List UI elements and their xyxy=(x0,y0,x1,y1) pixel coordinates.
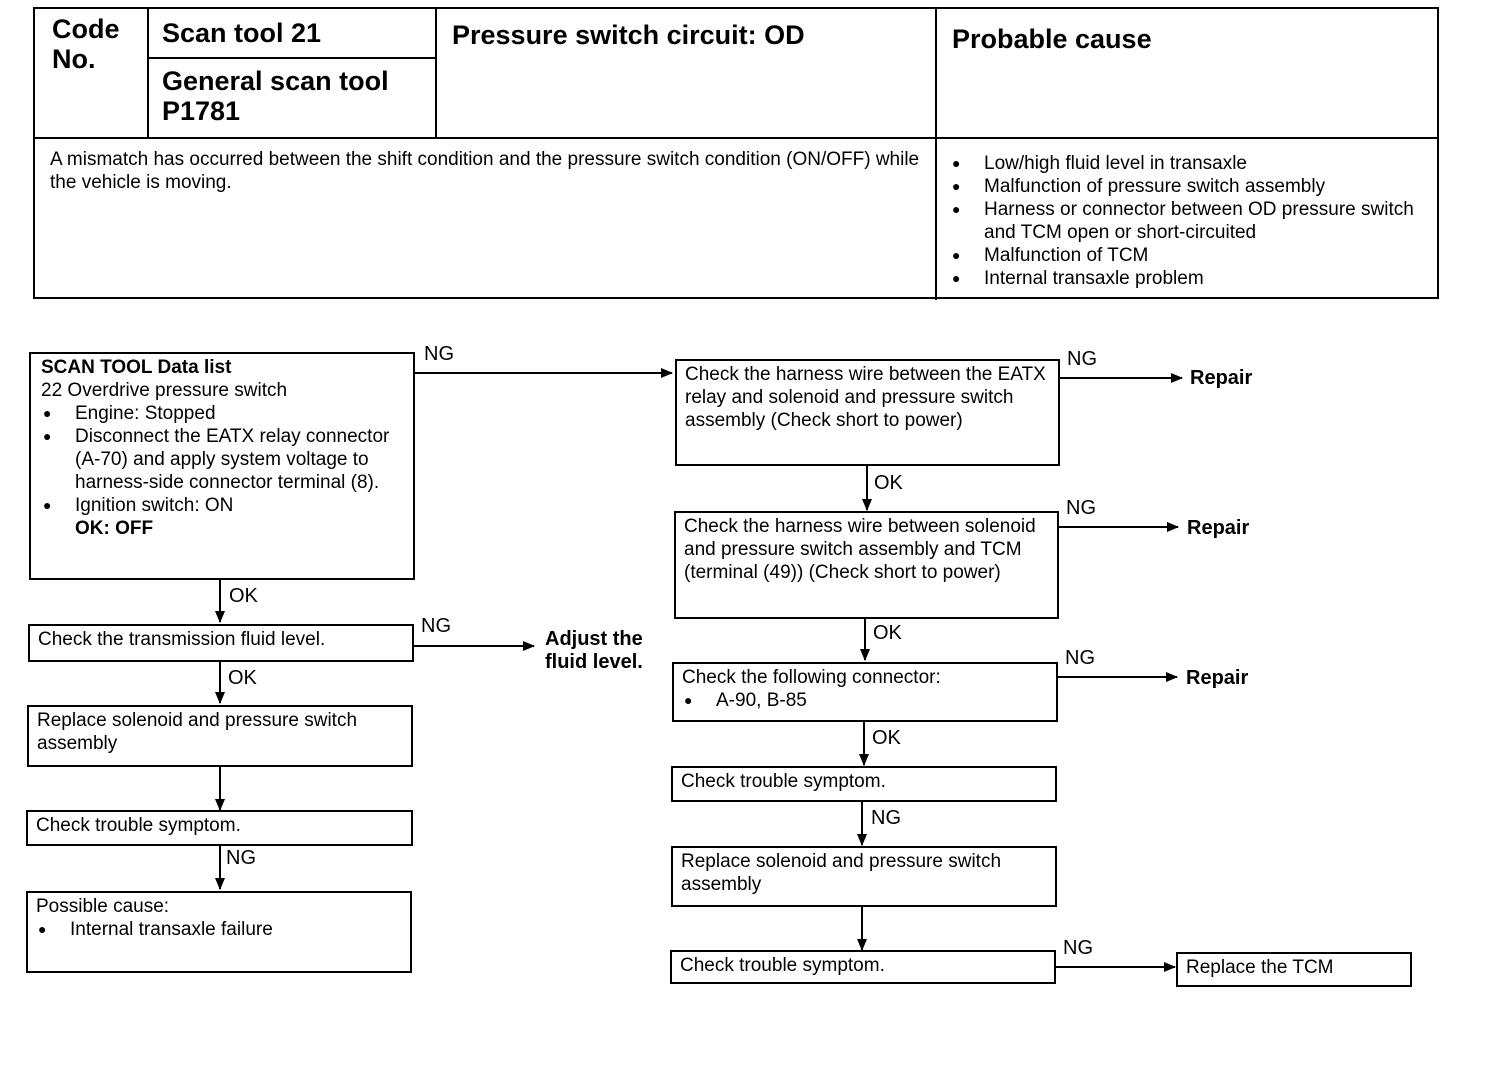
scan-tool-title: SCAN TOOL Data list xyxy=(41,357,232,378)
check-symptom-box-left: Check trouble symptom. xyxy=(26,810,413,846)
description-text: A mismatch has occurred between the shift condition and the pressure switch condition (ON/OFF) while the vehicle is moving. xyxy=(50,149,920,193)
probable-cause-heading: Probable cause xyxy=(952,24,1152,54)
list-item: ● A-90, B-85 xyxy=(682,689,1048,712)
check-symptom-box-right-1: Check trouble symptom. xyxy=(671,766,1057,802)
possible-cause-title: Possible cause: xyxy=(36,896,170,917)
ok-label: OK xyxy=(228,667,257,689)
ok-label: OK xyxy=(873,622,902,644)
adjust-fluid-text: Adjust the fluid level. xyxy=(545,628,643,673)
check-harness-box-1: Check the harness wire between the EATX relay and solenoid and pressure switch assembly (Check short to power) xyxy=(675,359,1060,466)
ng-label: NG xyxy=(1063,937,1093,959)
list-item: ● Disconnect the EATX relay connector (A-70) and apply system voltage to harness-side connector terminal (8). xyxy=(41,425,405,494)
ng-label: NG xyxy=(226,847,256,869)
check-fluid-box: Check the transmission fluid level. xyxy=(28,624,414,662)
ng-label: NG xyxy=(1067,348,1097,370)
scan-tool-steps xyxy=(41,402,405,517)
ok-label: OK xyxy=(229,585,258,607)
scan-tool-code: Scan tool 21 xyxy=(162,18,322,48)
ng-label: NG xyxy=(1066,497,1096,519)
repair-label-1: Repair xyxy=(1190,367,1253,389)
list-item: ● Malfunction of TCM xyxy=(950,244,1420,267)
list-item: ● Low/high fluid level in transaxle xyxy=(950,152,1420,175)
ok-label: OK xyxy=(874,472,903,494)
general-scan-tool-code: General scan tool P1781 xyxy=(162,66,389,126)
possible-cause-list xyxy=(36,918,402,941)
scan-tool-ok-condition: OK: OFF xyxy=(75,518,154,539)
list-item: ● Internal transaxle problem xyxy=(950,267,1420,290)
possible-cause-box xyxy=(26,891,412,973)
check-symptom-box-right-2: Check trouble symptom. xyxy=(670,950,1056,984)
list-item: ● Malfunction of pressure switch assembly xyxy=(950,175,1420,198)
check-connector-title: Check the following connector: xyxy=(682,667,941,688)
check-harness-box-2: Check the harness wire between solenoid and pressure switch assembly and TCM (terminal (49)) (Check short to power) xyxy=(674,511,1059,619)
ng-label: NG xyxy=(424,343,454,365)
connector-list xyxy=(682,689,1048,712)
page-title: Pressure switch circuit: OD xyxy=(452,20,805,50)
list-item: ● Engine: Stopped xyxy=(41,402,405,425)
check-connector-box xyxy=(672,662,1058,722)
list-item: ● Harness or connector between OD pressure switch and TCM open or short-circuited xyxy=(950,198,1420,244)
probable-cause-list xyxy=(950,152,1420,290)
repair-label-2: Repair xyxy=(1187,517,1250,539)
replace-solenoid-box-right: Replace solenoid and pressure switch assembly xyxy=(671,846,1057,907)
code-no-label: Code No. xyxy=(52,14,120,74)
replace-solenoid-box-left: Replace solenoid and pressure switch assembly xyxy=(27,705,413,767)
ng-label: NG xyxy=(871,807,901,829)
repair-label-3: Repair xyxy=(1186,667,1249,689)
scan-tool-item: 22 Overdrive pressure switch xyxy=(41,380,288,401)
list-item: ● Ignition switch: ON xyxy=(41,494,405,517)
ng-label: NG xyxy=(421,615,451,637)
list-item: ● Internal transaxle failure xyxy=(36,918,402,941)
ok-label: OK xyxy=(872,727,901,749)
ng-label: NG xyxy=(1065,647,1095,669)
replace-tcm-box: Replace the TCM xyxy=(1176,952,1412,987)
scan-tool-data-box xyxy=(29,352,415,580)
